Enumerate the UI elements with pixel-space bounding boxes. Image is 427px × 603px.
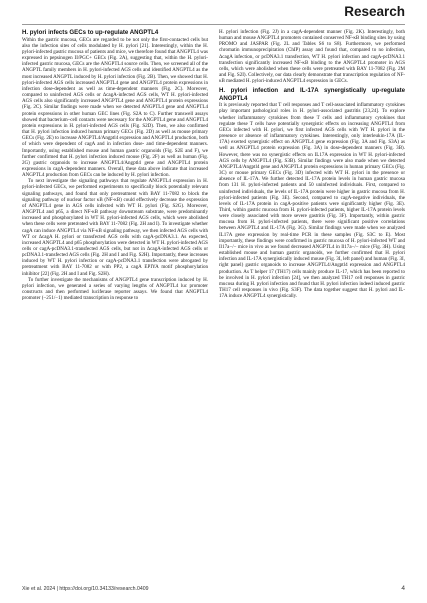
right-column bbox=[219, 29, 405, 582]
page-number: 4 bbox=[401, 585, 405, 592]
header-divider bbox=[22, 24, 405, 25]
body-paragraph: It is previously reported that T cell responses and T cell-associated inflammatory cytokines play important pathological roles in H. pylori-associated gastritis [23,24]. To explore whether inflammatory cytokines from these T cells and inflammatory cytokines that regulate these T cells have potentially synergistic effects on increasing ANGPTL4 from GECs infected with H. pylori, we first infected AGS cells with WT H. pylori in the presence or absence of inflammatory cytokines. Interestingly, only interleukin-17A (IL-17A) exerted synergistic effect on ANGPTL4 gene expression (Fig. 3A and Fig. S3A) as well as ANGPTL4 protein expression (Fig. 3A) in dose-dependent manners (Fig. 3B). However, there was no synergistic effects on IL17A expression in WT H. pylori-infected AGS cells by ANGPTL4 (Fig. S3B). Similar findings were also made when we detected ANGPTL4/Angptl4 gene and ANGPTL4 protein expressions in human primary GECs (Fig. 3C) or mouse primary GECs (Fig. 3D) infected with WT H. pylori in the presence or absence of IL-17A. We further detected IL-17A protein levels in human gastric mucosa from 131 H. pylori-infected patients and 50 uninfected individuals. First, compared to uninfected individuals, the levels of IL-17A protein were higher in gastric mucosa from H. pylori-infected patients (Fig. 3E). Second, compared to cagA-negative individuals, the levels of IL-17A protein in cagA-positive patients were significantly higher (Fig. 3E). Third, within gastric mucosa from H. pylori-infected patients, higher IL-17A protein levels were closely associated with more severe gastritis (Fig. 3F). Importantly, within gastric mucosa from H. pylori-infected patients, there were significant positive correlations between ANGPTL4 and IL-17A (Fig. 3G). Similar findings were made when we analyzed IL17A gene expression by real-time PCR in these samples (Fig. S3C to E). Most importantly, these findings were confirmed in gastric mucosa of H. pylori-infected WT and Il17a−/− mice in vivo as we found decreased ANGPTL4 in Il17a−/− mice (Fig. 3H). Using established mouse and human gastric organoids, we further confirmed that H. pylori infection and IL-17A synergistically induced mouse (Fig. 3I, left panel) and human (Fig. 3I, right panel) gastric organoids to increase ANGPTL4/Angptl4 expression and ANGPTL4 production. As T helper 17 (TH17) cells mainly produce IL-17, which has been reported to be involved in H. pylori infection [24], we then analyzed TH17 cell responses in gastric mucosa during H. pylori infection and found that H. pylori infection indeed induced gastric TH17 cell responses in vivo (Fig. S3F). The data together suggest that H. pylori and IL-17A induce ANGPTL4 synergistically. bbox=[219, 102, 405, 300]
page-footer bbox=[22, 584, 405, 594]
body-paragraph: To next investigate the signaling pathways that regulate ANGPTL4 expression in H. pylori-infected GECs, we performed experiments to specifically block potentially relevant signaling pathways, and found that only pretreatment with BAY 11-7082 to block the signaling pathway of nuclear factor κB (NF-κB) could effectively decrease the expression of ANGPTL4 gene in AGS cells infected with WT H. pylori (Fig. S2G). Moreover, ANGPTL4 and p65, a direct NF-κB pathway downstream substrate, were predominantly increased and phosphorylated in WT H. pylori-infected AGS cells, which were abolished when these cells were pretreated with BAY 11-7082 (Fig. 2H and I). To investigate whether cagA can induce ANGPTL4 via NF-κB signaling pathway, we then infected AGS cells with WT or ΔcagA H. pylori or transfected AGS cells with cagA-pcDNA3.1. As expected, increased ANGPTL4 and p65 phosphorylation were detected in WT H. pylori-infected AGS cells or cagA-pcDNA3.1-transfected AGS cells, but not in ΔcagA-infected AGS cells or pcDNA3.1-transfected AGS cells (Fig. 2H and I and Fig. S2H). Importantly, these increases induced by WT H. pylori infection or cagA-pcDNA3.1 transfection were abrogated by pretreatment with BAY 11-7082 or with PP2, a cagA EPIYA motif phosphorylation inhibitor [22] (Fig. 2H and I and Fig. S2H). bbox=[22, 178, 208, 277]
section-heading-il17a: H. pylori infection and IL-17A synergistically up-regulate ANGPTL4 bbox=[219, 87, 405, 102]
body-paragraph: H. pylori infection (Fig. 2J) in a cagA-dependent manner (Fig. 2K). Interestingly, both human and mouse ANGPTL4 promoters contained conserved NF-κB binding sites by using PROMO and JASPAR (Fig. 2L and Tables S6 to S8). Furthermore, we performed chromatin immunoprecipitation (ChIP) assay and found that, compared to no infection, ΔcagA infection, or pcDNA3.1 transfection, WT H. pylori infection and cagA-pcDNA3.1 transfection significantly increased NF-κB binding to the ANGPTL4 promoter in AGS cells, which were abolished when these cells were pretreated with BAY 11-7082 (Fig. 2M and Fig. S2I). Collectively, our data clearly demonstrate that transcription regulation of NF-κB mediated H. pylori-induced ANGPTL4 expression in GECs. bbox=[219, 29, 405, 85]
journal-section-title: Research bbox=[344, 4, 405, 19]
left-column bbox=[22, 29, 208, 582]
section-heading-gec: H. pylori infects GECs to up-regulate ANGPTL4 bbox=[22, 29, 159, 36]
citation-doi: Xie et al. 2024 | https://doi.org/10.34133/research.0409 bbox=[22, 586, 149, 592]
body-paragraph: Within the gastric mucosa, GECs are regarded to be not only the first-contacted cells but also the infection sites of cells modulated by H. pylori [21]. Interestingly, within the H. pylori-infected gastric mucosa of patients and mice, we therefore found that ANGPTL4 was expressed in pepsinogen II/PGC+ GECs (Fig. 2A), suggesting that, within the H. pylori-infected gastric mucosa, GECs are the ANGPTL4 source cells. Then, we screened all of the ANGPTL family members in H. pylori-infected AGS cells and identified ANGPTL4 as the most increased ANGPTL induced by H. pylori infection (Fig. 2B). Then, we showed that H. pylori-infected AGS cells increased ANGPTL4 gene and ANGPTL4 protein expressions in infection dose-dependent as well as time-dependent manners (Fig. 2C). Moreover, compared to uninfected AGS cells or ΔcagA-infected AGS cells, WT H. pylori-infected AGS cells also significantly increased ANGPTL4 gene and ANGPTL4 protein expressions (Fig. 2C). Similar findings were made when we detected ANGPTL4 gene and ANGPTL4 protein expressions in other human GEC lines (Fig. S2A to C). Further transwell assays showed that bacterium–cell contacts were necessary for the ANGPTL4 gene and ANGPTL4 protein expressions in H. pylori-infected AGS cells (Fig. S2D). Then, we also confirmed that H. pylori infection induced human primary GECs (Fig. 2D) as well as mouse primary GECs (Fig. 2E) to increase ANGPTL4/Angptl4 expression and ANGPTL4 production, both of which were dependent of cagA and in infection dose- and time-dependent manners. Importantly, using established mouse and human gastric organoids (Fig. S2E and F), we further confirmed that H. pylori infection induced mouse (Fig. 2F) as well as human (Fig. 2G) gastric organoids to increase ANGPTL4/Angptl4 gene and ANGPTL4 protein expressions in cagA-dependent manners. Overall, these data above indicate that increased ANGPTL4 production from GECs can be induced by H. pylori infection. bbox=[22, 36, 208, 179]
body-paragraph: To further investigate the mechanisms of ANGPTL4 gene transcription induced by H. pylori infection, we generated a series of varying lengths of ANGPTL4 luc promoter constructs and then performed luciferase reporter assays. We found that ANGPTL4 promoter (−251/−1) mediated transcription in response to bbox=[22, 276, 208, 302]
